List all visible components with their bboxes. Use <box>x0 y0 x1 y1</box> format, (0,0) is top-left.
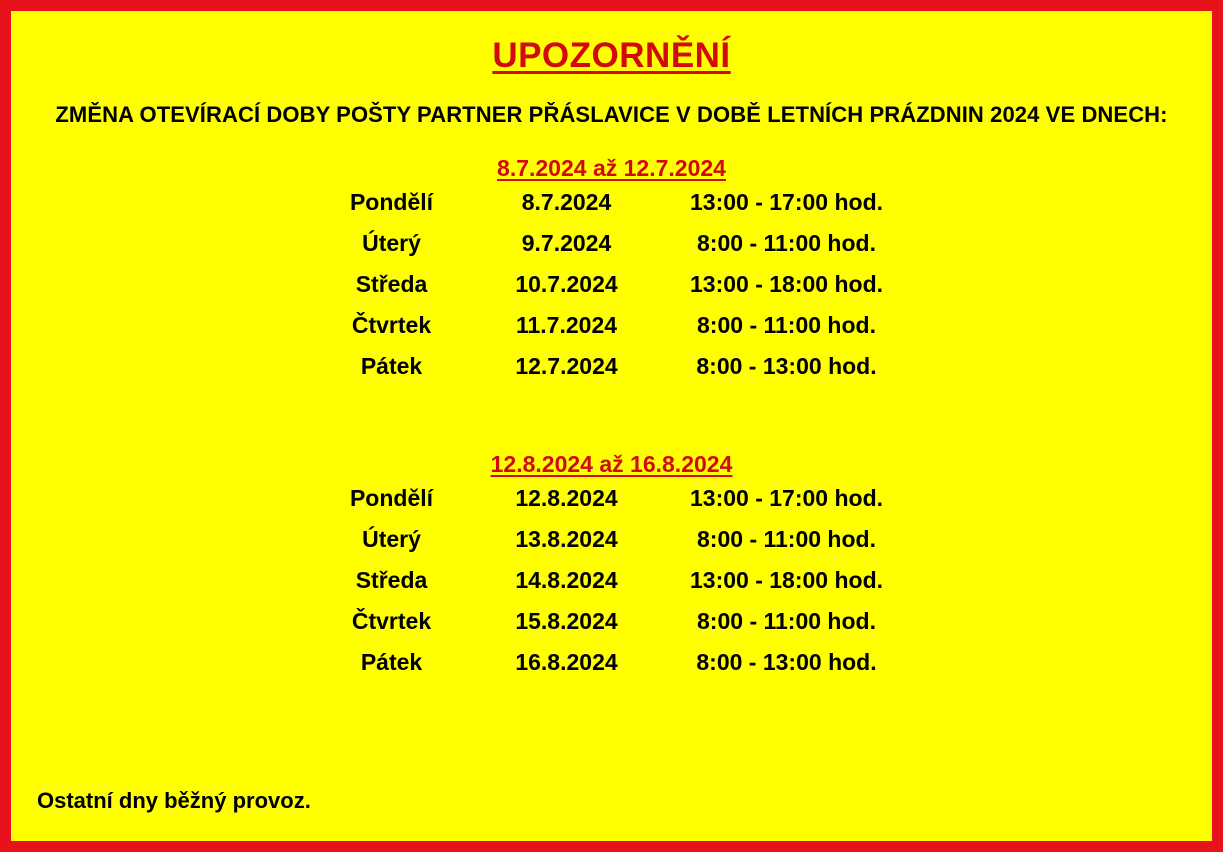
period-heading-1: 8.7.2024 až 12.7.2024 <box>497 155 726 181</box>
table-row <box>312 601 912 642</box>
date-cell: 12.7.2024 <box>515 353 618 379</box>
table-row <box>312 642 912 683</box>
date-cell: 14.8.2024 <box>515 567 618 593</box>
day-cell: Středa <box>355 271 428 297</box>
time-cell: 13:00 - 18:00 hod. <box>689 567 884 593</box>
time-cell: 8:00 - 11:00 hod. <box>697 526 876 552</box>
time-cell: 8:00 - 13:00 hod. <box>696 649 877 675</box>
time-cell: 13:00 - 17:00 hod. <box>689 485 884 511</box>
date-cell: 8.7.2024 <box>521 189 612 215</box>
day-cell: Úterý <box>362 230 421 256</box>
table-row <box>312 346 912 387</box>
time-cell: 8:00 - 11:00 hod. <box>697 608 876 634</box>
time-cell: 8:00 - 11:00 hod. <box>697 312 876 338</box>
day-cell: Čtvrtek <box>351 608 432 634</box>
hours-table-1 <box>312 182 912 387</box>
period-heading-2: 12.8.2024 až 16.8.2024 <box>490 451 733 477</box>
table-row <box>312 478 912 519</box>
day-cell: Pondělí <box>349 485 434 511</box>
time-cell: 13:00 - 17:00 hod. <box>689 189 884 215</box>
date-cell: 12.8.2024 <box>515 485 618 511</box>
day-cell: Úterý <box>362 526 421 552</box>
date-cell: 16.8.2024 <box>515 649 618 675</box>
date-cell: 10.7.2024 <box>515 271 618 297</box>
day-cell: Pondělí <box>349 189 434 215</box>
table-row <box>312 264 912 305</box>
day-cell: Čtvrtek <box>351 312 432 338</box>
page-title: UPOZORNĚNÍ <box>492 36 731 75</box>
poster-inner <box>11 36 1212 852</box>
table-row <box>312 560 912 601</box>
table-row <box>312 182 912 223</box>
time-cell: 8:00 - 11:00 hod. <box>697 230 876 256</box>
table-row <box>312 519 912 560</box>
date-cell: 11.7.2024 <box>515 312 618 338</box>
table-row <box>312 223 912 264</box>
day-cell: Pátek <box>360 353 423 379</box>
hours-table-2 <box>312 478 912 683</box>
date-cell: 13.8.2024 <box>515 526 618 552</box>
day-cell: Pátek <box>360 649 423 675</box>
time-cell: 13:00 - 18:00 hod. <box>689 271 884 297</box>
footnote-text: Ostatní dny běžný provoz. <box>37 788 311 813</box>
day-cell: Středa <box>355 567 428 593</box>
table-row <box>312 305 912 346</box>
date-cell: 9.7.2024 <box>521 230 612 256</box>
date-cell: 15.8.2024 <box>515 608 618 634</box>
notice-subtitle: ZMĚNA OTEVÍRACÍ DOBY POŠTY PARTNER PŘÁSLAVICE V DOBĚ LETNÍCH PRÁZDNIN 2024 VE DNECH: <box>55 102 1168 127</box>
time-cell: 8:00 - 13:00 hod. <box>696 353 877 379</box>
